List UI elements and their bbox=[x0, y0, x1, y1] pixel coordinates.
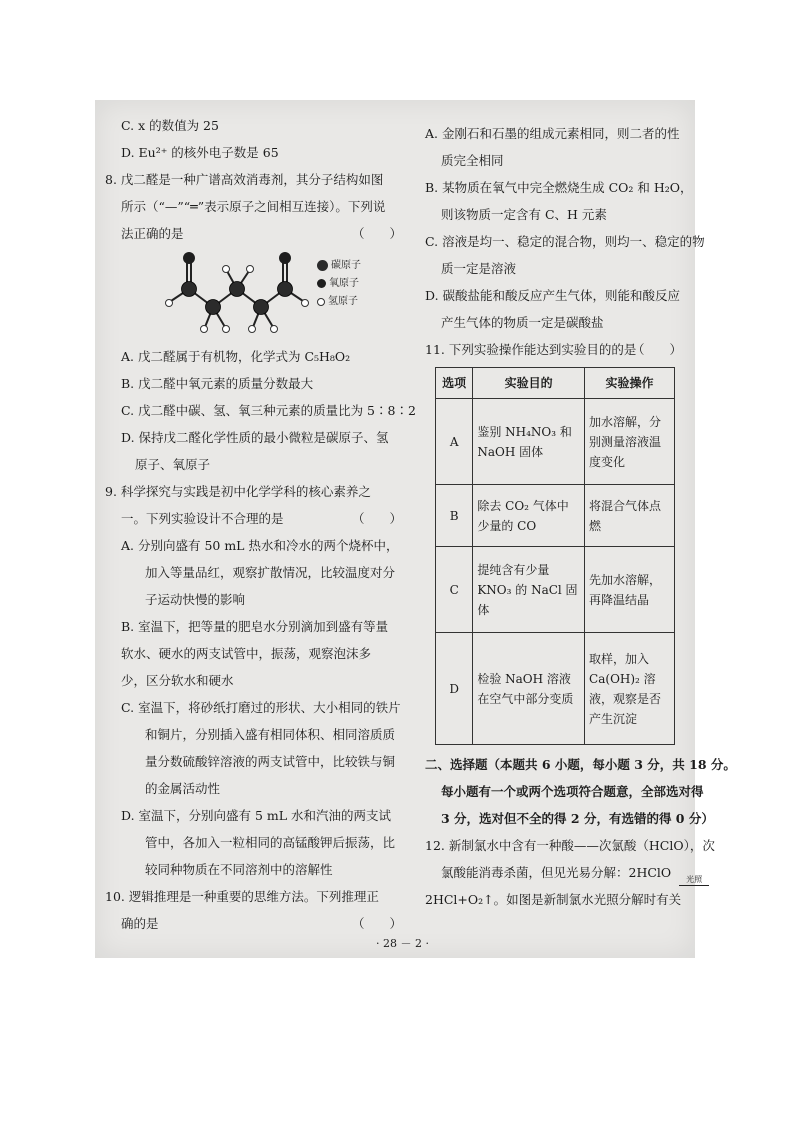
table-cell-purpose: 检验 NaOH 溶液在空气中部分变质 bbox=[473, 633, 585, 745]
table-header-operation: 实验操作 bbox=[585, 368, 675, 399]
table-cell-option: C bbox=[436, 547, 473, 633]
table-cell-option: B bbox=[436, 485, 473, 547]
carbon-atom-icon bbox=[317, 260, 328, 271]
q8-answer-paren: （ ） bbox=[351, 226, 402, 241]
table-cell-purpose: 鉴别 NH₄NO₃ 和 NaOH 固体 bbox=[473, 399, 585, 485]
table-row bbox=[436, 485, 675, 547]
legend-hydrogen: 氢原子 bbox=[317, 293, 361, 311]
q9-option-b-line2: 软水、硬水的两支试管中，振荡，观察泡沫多 bbox=[121, 646, 372, 661]
q8-stem-line1: 8. 戊二醛是一种广谱高效消毒剂，其分子结构如图 bbox=[105, 172, 384, 187]
q10-option-d-line2: 产生气体的物质一定是碳酸盐 bbox=[441, 315, 604, 330]
table-cell-purpose: 提纯含有少量 KNO₃ 的 NaCl 固体 bbox=[473, 547, 585, 633]
q12-stem-line1: 12. 新制氯水中含有一种酸——次氯酸（HClO），次 bbox=[425, 838, 715, 853]
q9-option-d-line3: 较同种物质在不同溶剂中的溶解性 bbox=[145, 862, 333, 877]
q9-stem-line2 bbox=[105, 505, 410, 532]
q12-stem-line3: 2HCl+O₂↑。如图是新制氯水光照分解时有关 bbox=[425, 892, 682, 907]
q8-option-d-line1: D. 保持戊二醛化学性质的最小微粒是碳原子、氢 bbox=[121, 430, 389, 445]
q10-stem-text: 确的是 bbox=[121, 916, 159, 931]
q10-answer-paren: （ ） bbox=[351, 916, 402, 931]
q9-option-a-line3: 子运动快慢的影响 bbox=[145, 592, 246, 607]
q9-stem-text: 一。下列实验设计不合理的是 bbox=[121, 511, 284, 526]
q9-option-b-line1: B. 室温下，把等量的肥皂水分别滴加到盛有等量 bbox=[121, 619, 389, 634]
q9-option-c-line1: C. 室温下，将砂纸打磨过的形状、大小相同的铁片 bbox=[121, 700, 401, 715]
table-row bbox=[436, 399, 675, 485]
q9-option-c-line3: 量分数硫酸锌溶液的两支试管中，比较铁与铜 bbox=[145, 754, 396, 769]
molecule-legend bbox=[317, 257, 361, 311]
molecule-diagram bbox=[105, 249, 410, 339]
q8-option-b: B. 戊二醛中氧元素的质量分数最大 bbox=[121, 376, 314, 391]
right-column bbox=[425, 120, 736, 913]
q10-stem-line1: 10. 逻辑推理是一种重要的思维方法。下列推理正 bbox=[105, 889, 379, 904]
q10-option-b-line2: 则该物质一定含有 C、H 元素 bbox=[441, 207, 607, 222]
table-cell-option: A bbox=[436, 399, 473, 485]
q7-option-c: C. x 的数值为 25 bbox=[121, 118, 219, 133]
q9-option-c-line4: 的金属活动性 bbox=[145, 781, 221, 796]
section2-heading-line2: 每小题有一个或两个选项符合题意，全部选对得 bbox=[441, 784, 704, 799]
q8-option-c: C. 戊二醛中碳、氢、氧三种元素的质量比为 5∶8∶2 bbox=[121, 403, 416, 418]
q11-answer-paren: （ ） bbox=[631, 342, 682, 357]
table-cell-purpose: 除去 CO₂ 气体中少量的 CO bbox=[473, 485, 585, 547]
q8-option-d-line2: 原子、氧原子 bbox=[135, 457, 211, 472]
q9-option-d-line2: 管中，各加入一粒相同的高锰酸钾后振荡，比 bbox=[145, 835, 396, 850]
table-cell-operation: 加水溶解，分别测量溶液温度变化 bbox=[585, 399, 675, 485]
legend-oxygen: 氧原子 bbox=[317, 275, 361, 293]
q9-option-d-line1: D. 室温下，分别向盛有 5 mL 水和汽油的两支试 bbox=[121, 808, 392, 823]
q9-option-a-line2: 加入等量品红，观察扩散情况，比较温度对分 bbox=[145, 565, 396, 580]
q9-stem-line1: 9. 科学探究与实践是初中化学学科的核心素养之 bbox=[105, 484, 371, 499]
legend-carbon: 碳原子 bbox=[317, 257, 361, 275]
q10-option-d-line1: D. 碳酸盐能和酸反应产生气体，则能和酸反应 bbox=[425, 288, 681, 303]
q11-stem-text: 11. 下列实验操作能达到实验目的的是 bbox=[425, 342, 637, 357]
reaction-condition-light: 光照 bbox=[679, 875, 709, 886]
q8-stem-line3 bbox=[105, 220, 410, 247]
hydrogen-atom-icon bbox=[317, 298, 325, 306]
q8-option-a: A. 戊二醛属于有机物，化学式为 C₅H₈O₂ bbox=[121, 349, 351, 364]
table-header-row bbox=[436, 368, 675, 399]
table-cell-operation: 取样，加入 Ca(OH)₂ 溶液，观察是否产生沉淀 bbox=[585, 633, 675, 745]
section2-heading-line1: 二、选择题（本题共 6 小题，每小题 3 分，共 18 分。 bbox=[425, 757, 736, 772]
page-number: · 28 － 2 · bbox=[376, 937, 429, 950]
q8-stem-line2: 所示（“—”“═”表示原子之间相互连接）。下列说 bbox=[121, 199, 386, 214]
table-cell-operation: 将混合气体点燃 bbox=[585, 485, 675, 547]
section2-heading-line3: 3 分，选对但不全的得 2 分，有选错的得 0 分） bbox=[441, 811, 714, 826]
q9-option-a-line1: A. 分别向盛有 50 mL 热水和冷水的两个烧杯中， bbox=[121, 538, 399, 553]
q12-equation-left: 氯酸能消毒杀菌，但见光易分解：2HClO bbox=[441, 865, 672, 880]
table-row bbox=[436, 547, 675, 633]
q10-stem-line2 bbox=[105, 910, 410, 937]
q12-stem-line2 bbox=[425, 859, 703, 886]
oxygen-atom-icon bbox=[317, 279, 326, 288]
q9-option-c-line2: 和铜片，分别插入盛有相同体积、相同溶质质 bbox=[145, 727, 396, 742]
q10-option-c-line2: 质一定是溶液 bbox=[441, 261, 517, 276]
table-header-purpose: 实验目的 bbox=[473, 368, 585, 399]
q10-option-c-line1: C. 溶液是均一、稳定的混合物，则均一、稳定的物 bbox=[425, 234, 705, 249]
table-header-option: 选项 bbox=[436, 368, 473, 399]
q9-option-b-line3: 少，区分软水和硬水 bbox=[121, 673, 234, 688]
q11-options-table bbox=[435, 367, 675, 745]
q10-option-a-line2: 质完全相同 bbox=[441, 153, 504, 168]
glutaraldehyde-structure bbox=[105, 249, 315, 339]
q10-option-a-line1: A. 金刚石和石墨的组成元素相同，则二者的性 bbox=[425, 126, 680, 141]
q8-stem-text: 法正确的是 bbox=[121, 226, 184, 241]
table-cell-option: D bbox=[436, 633, 473, 745]
q7-option-d: D. Eu²⁺ 的核外电子数是 65 bbox=[121, 145, 279, 160]
q9-answer-paren: （ ） bbox=[351, 511, 402, 526]
q10-option-b-line1: B. 某物质在氧气中完全燃烧生成 CO₂ 和 H₂O， bbox=[425, 180, 693, 195]
table-row bbox=[436, 633, 675, 745]
left-column bbox=[105, 112, 416, 937]
table-cell-operation: 先加水溶解，再降温结晶 bbox=[585, 547, 675, 633]
q11-stem bbox=[425, 336, 690, 363]
